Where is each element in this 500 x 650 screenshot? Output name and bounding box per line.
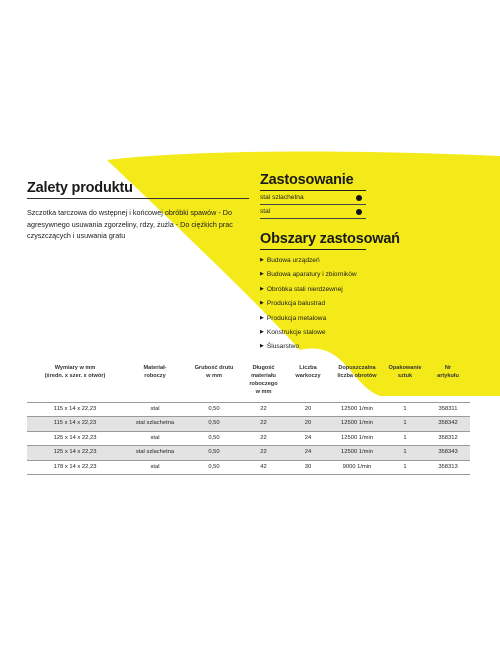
table-cell: 0,50 xyxy=(208,449,220,456)
table-cell: 358312 xyxy=(438,434,458,441)
bullet-dot-icon xyxy=(356,209,362,215)
table-cell: 22 xyxy=(260,434,267,441)
table-cell: 0,50 xyxy=(208,434,220,441)
zalety-description: Szczotka tarczowa do wstępnej i końcowej obróbki spawów - Do agresywnego usuwania zgorzeliny, rdzy, żużla - Do ciężkich prac czyszczących i usuwania gratu xyxy=(27,208,233,241)
table-cell: 125 x 14 x 22,23 xyxy=(53,434,97,441)
zastosowanie-item xyxy=(260,205,366,219)
row-divider xyxy=(260,218,366,219)
table-cell: 20 xyxy=(304,420,312,427)
list-item: ▶ Obróbka stali nierdzewnej xyxy=(260,282,357,296)
table-cell: 0,50 xyxy=(208,406,220,412)
product-table xyxy=(27,362,470,475)
header-nr-artykulu: Nr artykułu xyxy=(437,365,459,379)
table-cell: 24 xyxy=(304,434,312,441)
zalety-divider xyxy=(27,198,249,199)
table-row xyxy=(27,417,470,431)
table-cell: stal xyxy=(150,406,160,412)
table-cell: 115 x 14 x 22,23 xyxy=(53,420,97,427)
list-item: ▶ Ślusarstwo xyxy=(260,339,357,353)
obszary-divider xyxy=(260,249,366,250)
table-cell: 358313 xyxy=(438,463,458,470)
list-item: ▶ Konstrukcje stalowe xyxy=(260,325,357,339)
header-opakowanie: Opakowanie sztuk xyxy=(388,365,422,379)
table-header-row xyxy=(27,362,470,403)
table-cell: 178 x 14 x 22,23 xyxy=(53,463,97,470)
table-cell: stal szlachetna xyxy=(135,449,175,456)
zalety-title: Zalety produktu xyxy=(27,180,133,196)
table-row xyxy=(27,446,470,460)
bullet-dot-icon xyxy=(356,195,362,201)
table-body xyxy=(27,403,470,475)
table-cell: 22 xyxy=(260,420,267,427)
table-cell: 358342 xyxy=(438,420,458,427)
triangle-bullet-icon: ▶ xyxy=(260,271,264,278)
obszary-title: Obszary zastosowań xyxy=(260,231,400,247)
zastosowanie-item xyxy=(260,191,366,205)
table-cell: 358311 xyxy=(438,406,458,412)
table-cell: 115 x 14 x 22,23 xyxy=(53,406,97,412)
table-cell: 0,50 xyxy=(208,420,220,427)
table-cell: stal xyxy=(150,434,160,441)
zastosowanie-item-label: stal szlachetna xyxy=(260,194,304,201)
header-grubosc: Grubość drutu w mm xyxy=(194,365,234,379)
header-wymiary: Wymiary w mm (średn. x szer. x otwór) xyxy=(44,365,106,379)
table-row xyxy=(27,460,470,474)
header-dlugosc: Długość materiału roboczego w mm xyxy=(249,365,278,395)
triangle-bullet-icon: ▶ xyxy=(260,343,264,350)
table-cell: 358343 xyxy=(438,449,458,456)
triangle-bullet-icon: ▶ xyxy=(260,285,264,292)
table-cell: 1 xyxy=(403,434,407,441)
header-material: Materiał- roboczy xyxy=(143,365,167,379)
table-cell: 22 xyxy=(260,406,267,412)
table-cell: 42 xyxy=(260,463,267,470)
table-row xyxy=(27,431,470,445)
table-cell: 9000 1/min xyxy=(342,463,372,470)
table-cell: 30 xyxy=(304,463,312,470)
header-obroty: Dopuszczalna liczba obrotów xyxy=(337,365,377,379)
triangle-bullet-icon: ▶ xyxy=(260,300,264,307)
table-cell: 24 xyxy=(304,449,312,456)
list-item: ▶ Budowa urządzeń xyxy=(260,253,357,267)
table-cell: 12500 1/min xyxy=(341,449,373,456)
list-item: ▶ Produkcja balustrad xyxy=(260,296,357,310)
table-cell: 12500 1/min xyxy=(341,434,373,441)
table-cell: 1 xyxy=(403,420,407,427)
list-item: ▶ Budowa aparatury i zbiorników xyxy=(260,267,357,281)
table-cell: 22 xyxy=(260,449,267,456)
table-cell: stal szlachetna xyxy=(135,420,175,427)
table-cell: 1 xyxy=(403,449,407,456)
list-item: ▶ Produkcja metalowa xyxy=(260,311,357,325)
table-cell: 1 xyxy=(403,406,407,412)
triangle-bullet-icon: ▶ xyxy=(260,328,264,335)
header-liczba-warkoczy: Liczba warkoczy xyxy=(295,365,321,379)
table-cell: 20 xyxy=(304,406,312,412)
table-row xyxy=(27,403,470,417)
table-cell: 125 x 14 x 22,23 xyxy=(53,449,97,456)
triangle-bullet-icon: ▶ xyxy=(260,257,264,263)
zastosowanie-item-label: stal xyxy=(260,208,271,215)
table-cell: 12500 1/min xyxy=(341,420,373,427)
table-cell: 1 xyxy=(403,463,407,470)
table-cell: 12500 1/min xyxy=(341,406,373,412)
table-cell: stal xyxy=(150,463,160,470)
zastosowanie-title: Zastosowanie xyxy=(260,172,354,188)
obszary-list xyxy=(260,253,357,354)
triangle-bullet-icon: ▶ xyxy=(260,314,264,321)
table-cell: 0,50 xyxy=(208,463,220,470)
